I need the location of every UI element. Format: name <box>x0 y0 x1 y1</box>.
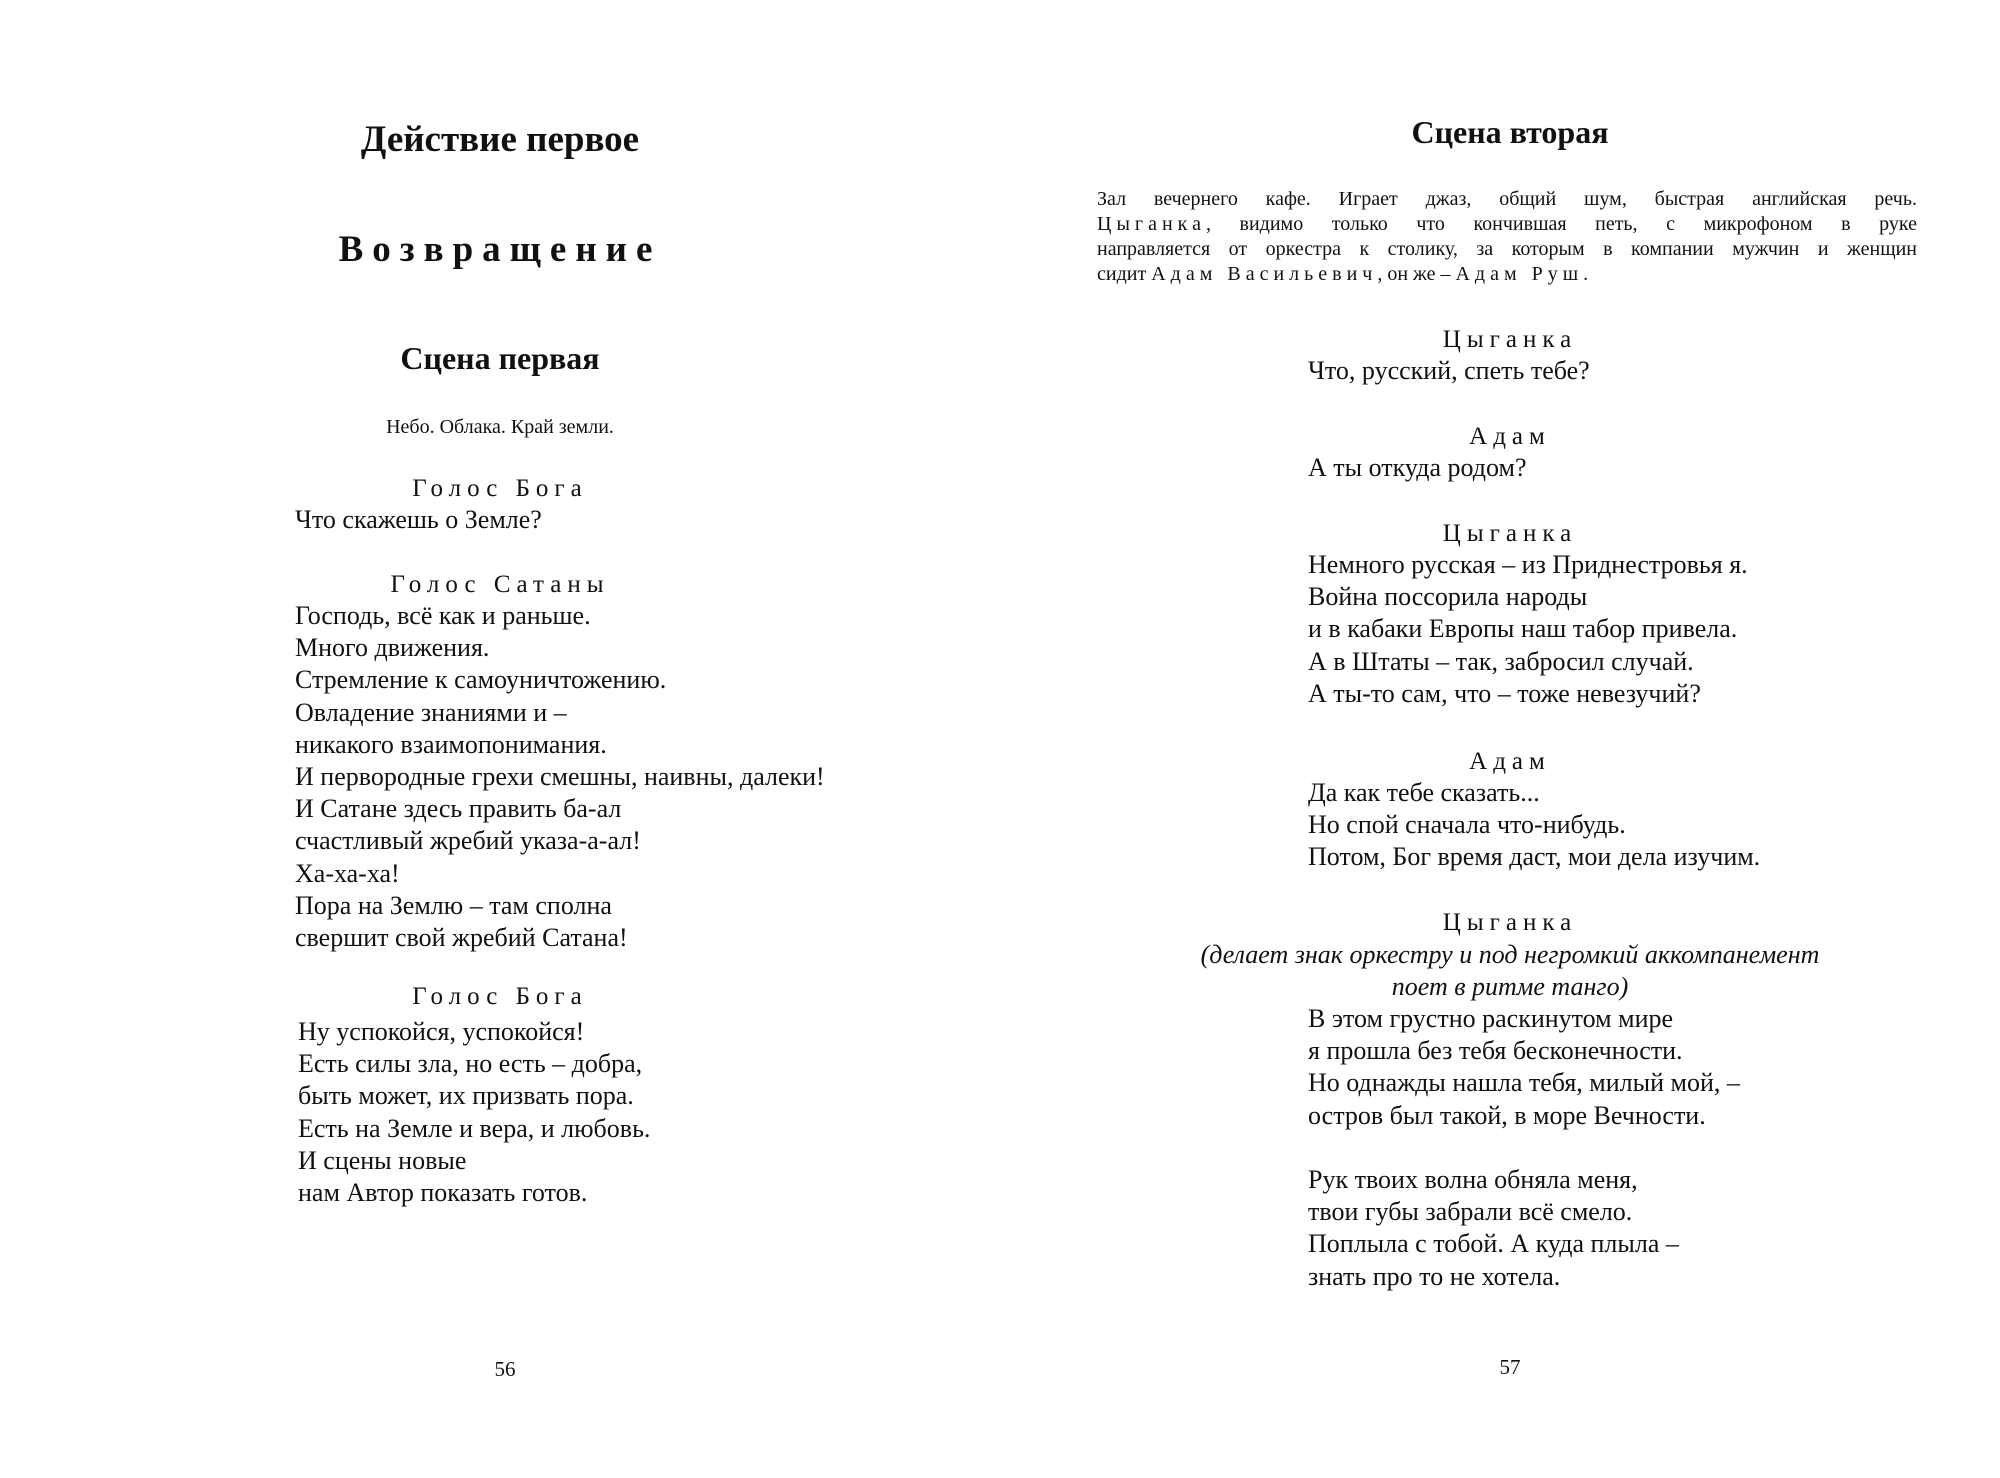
verse-line: Ну успокойся, успокойся! <box>298 1017 585 1046</box>
speech-lines <box>298 1016 650 1209</box>
direction-line: (делает знак оркестру и под негромкий аккомпанемент <box>1200 940 1820 969</box>
page-number: 57 <box>1499 1355 1521 1379</box>
verse-line: И первородные грехи смешны, наивны, далеки! <box>295 762 825 792</box>
intro-text: . <box>1583 263 1589 285</box>
verse-line: Но однажды нашла тебя, милый мой, – <box>1308 1068 1740 1098</box>
verse-line: Немного русская – из Приднестровья я. <box>1308 550 1748 579</box>
verse-line: свершит свой жребий Сатана! <box>295 923 628 953</box>
intro-line: Зал вечернего кафе. Играет джаз, общий шум, быстрая английская речь. <box>1097 188 1917 210</box>
verse-line: остров был такой, в море Вечности. <box>1308 1100 1706 1130</box>
verse-line: Ха-ха-ха! <box>295 858 400 888</box>
verse-line: Стремление к самоуничтожению. <box>295 665 667 695</box>
intro-line <box>1097 262 1917 287</box>
speech-lines <box>295 600 825 954</box>
verse-line: Много движения. <box>295 633 490 663</box>
verse-line: нам Автор показать готов. <box>298 1178 588 1208</box>
scene-title: Сцена вторая <box>1411 114 1609 150</box>
speaker-name: Голос Бога <box>412 475 588 502</box>
verse-line: Господь, всё как и раньше. <box>295 601 591 630</box>
verse-line: Пора на Землю – там сполна <box>295 890 612 920</box>
verse-line: Есть силы зла, но есть – добра, <box>298 1049 643 1079</box>
scene-intro <box>1097 187 1917 287</box>
verse-line: Но спой сначала что-нибудь. <box>1308 810 1626 840</box>
direction-line: поет в ритме танго) <box>1391 972 1629 1001</box>
intro-line: направляется от оркестра к столику, за которым в компании мужчин и женщин <box>1097 238 1917 260</box>
intro-line <box>1097 212 1917 237</box>
right-page <box>1000 0 2000 1478</box>
verse-line: И сцены новые <box>298 1145 467 1175</box>
page-number: 56 <box>494 1357 516 1381</box>
speaker-name: Адам <box>1469 423 1551 450</box>
act-title: Действие первое <box>360 119 640 160</box>
verse-line: я прошла без тебя бесконечности. <box>1308 1036 1683 1066</box>
play-title: Возвращение <box>338 229 662 270</box>
verse-line: Есть на Земле и вера, и любовь. <box>298 1113 651 1143</box>
speaker-name: Цыганка <box>1442 520 1578 547</box>
verse-line: знать про то не хотела. <box>1308 1261 1561 1291</box>
speaker-name: Голос Бога <box>412 983 588 1010</box>
verse-line: А ты откуда родом? <box>1308 453 1527 482</box>
stage-direction: Небо. Облака. Край земли. <box>386 416 614 438</box>
speech-lines <box>1308 777 1760 874</box>
verse-line: И Сатане здесь править ба-ал <box>295 794 622 824</box>
verse-line: твои губы забрали всё смело. <box>1308 1197 1633 1227</box>
speaker-name: Адам <box>1469 748 1551 775</box>
verse-line: Да как тебе сказать... <box>1308 778 1540 807</box>
stage-direction <box>1000 939 2000 1003</box>
verse-line: счастливый жребий указа-а-ал! <box>295 826 641 856</box>
verse-line: и в кабаки Европы наш табор привела. <box>1308 614 1738 644</box>
speaker-name: Цыганка <box>1442 909 1578 936</box>
verse-line: быть может, их призвать пора. <box>298 1081 634 1111</box>
verse-line: Рук твоих волна обняла меня, <box>1308 1165 1638 1194</box>
verse-line: Потом, Бог время даст, мои дела изучим. <box>1308 842 1761 872</box>
speech-lines <box>1308 452 1527 484</box>
speech-lines <box>1308 1164 1679 1293</box>
verse-line: А в Штаты – так, забросил случай. <box>1308 646 1694 676</box>
verse-line: никакого взаимопонимания. <box>295 729 607 759</box>
speaker-name: Голос Сатаны <box>390 571 610 598</box>
speech-lines <box>1308 1003 1740 1132</box>
speaker-name: Цыганка <box>1442 326 1578 353</box>
intro-text: сидит <box>1097 263 1152 285</box>
intro-text: , видимо только что кончившая петь, с микрофоном в руке <box>1205 213 1917 235</box>
intro-text: , он же – <box>1377 263 1456 285</box>
verse-line: Овладение знаниями и – <box>295 697 567 727</box>
speech-lines <box>1308 549 1748 710</box>
verse-line: Война поссорила народы <box>1308 582 1588 612</box>
verse-line: Что, русский, спеть тебе? <box>1308 356 1590 385</box>
speech-lines <box>1308 355 1590 387</box>
character-name: Цыганка <box>1097 213 1206 235</box>
verse-line: Поплыла с тобой. А куда плыла – <box>1308 1229 1679 1259</box>
character-name: Адам Руш <box>1455 263 1584 285</box>
speech-lines <box>295 504 542 536</box>
verse-line: В этом грустно раскинутом мире <box>1308 1004 1674 1033</box>
verse-line: Что скажешь о Земле? <box>295 505 542 534</box>
verse-line: А ты-то сам, что – тоже невезучий? <box>1308 678 1701 708</box>
character-name: Адам Васильевич <box>1151 263 1378 285</box>
scene-title: Сцена первая <box>400 340 600 376</box>
